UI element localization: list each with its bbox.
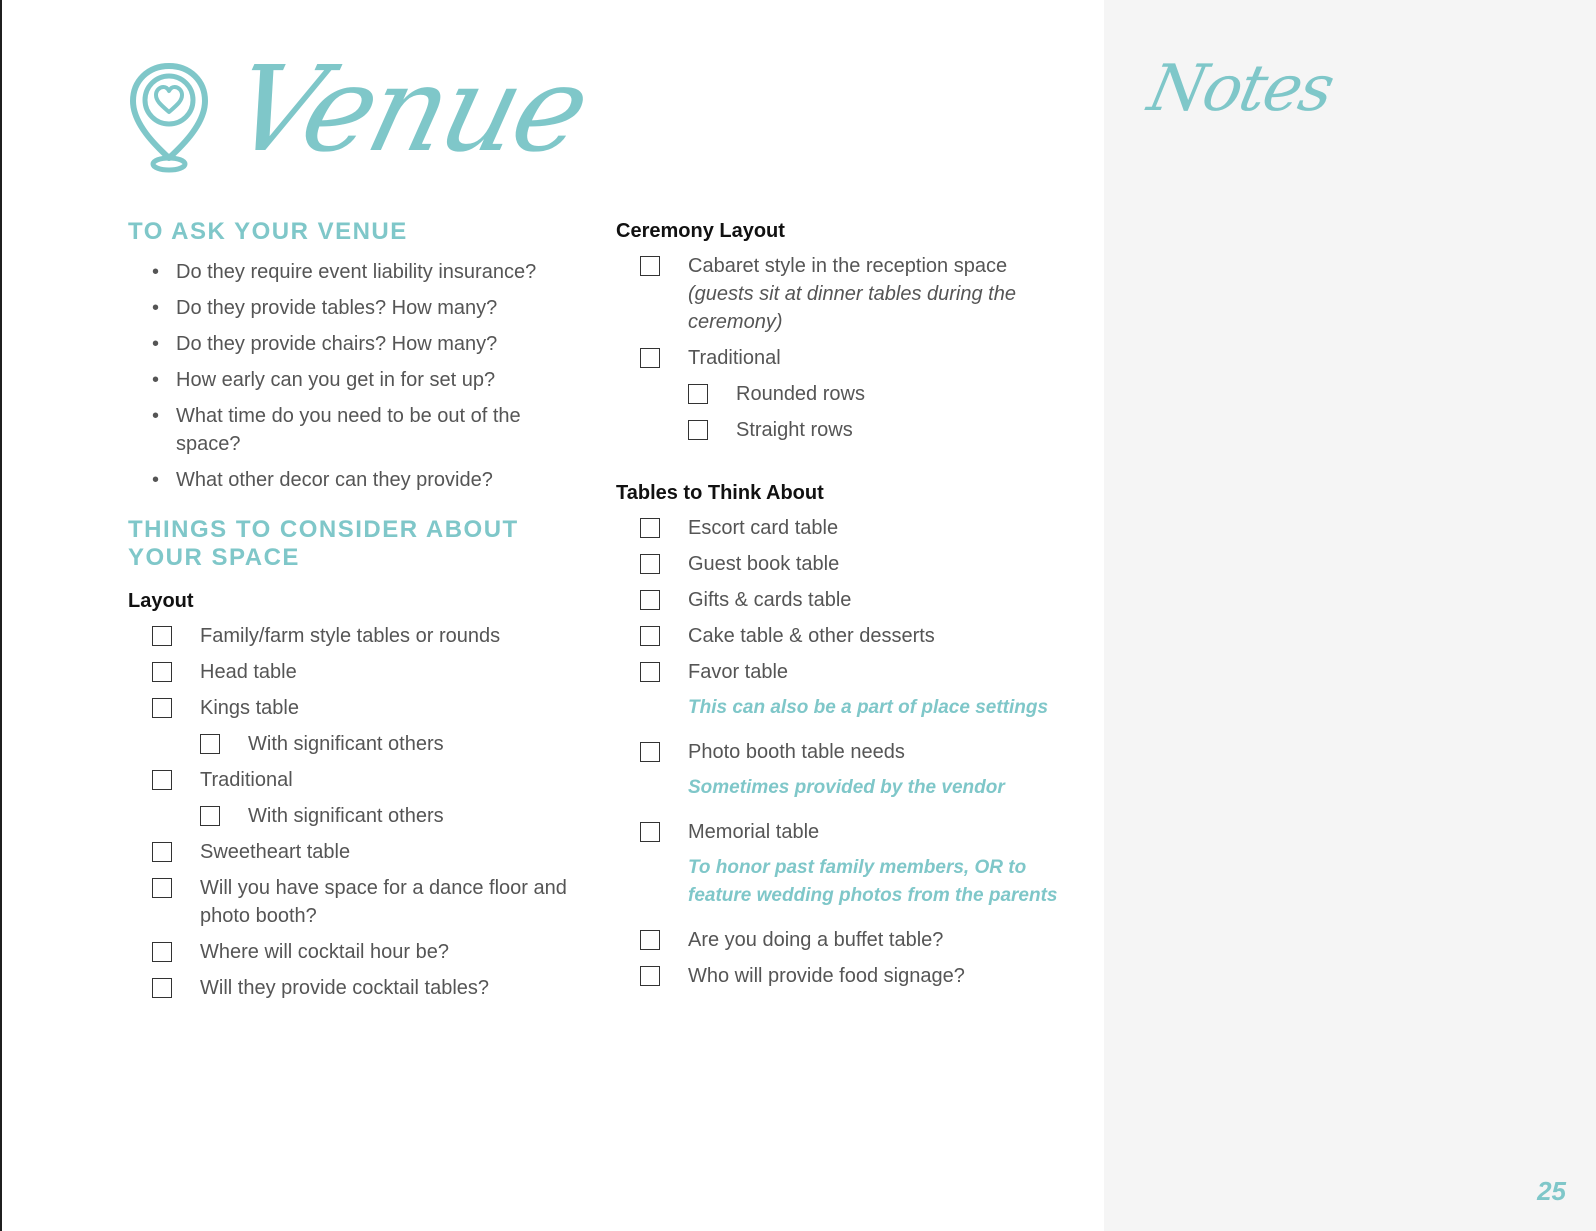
notes-panel bbox=[1104, 0, 1596, 1231]
checkbox[interactable] bbox=[640, 662, 660, 682]
checklist-item: Escort card table bbox=[616, 514, 1066, 542]
table-note: Sometimes provided by the vendor bbox=[688, 777, 1005, 798]
checkbox[interactable] bbox=[640, 554, 660, 574]
checklist-item: Are you doing a buffet table? bbox=[616, 926, 1066, 954]
checklist-item: Gifts & cards table bbox=[616, 586, 1066, 614]
checklist-item: Kings table bbox=[128, 694, 568, 722]
table-note: To honor past family members, OR to feature wedding photos from the parents bbox=[688, 857, 1058, 906]
left-column bbox=[128, 218, 568, 1010]
checklist-item: Traditional bbox=[128, 766, 568, 794]
checklist-item: Cake table & other desserts bbox=[616, 622, 1066, 650]
checklist-item: Where will cocktail hour be? bbox=[128, 938, 568, 966]
checkbox[interactable] bbox=[640, 822, 660, 842]
checklist-item: Head table bbox=[128, 658, 568, 686]
checkbox[interactable] bbox=[200, 734, 220, 754]
checkbox[interactable] bbox=[640, 256, 660, 276]
page-edge-line bbox=[0, 0, 2, 1231]
bullet-icon: • bbox=[152, 333, 160, 355]
bullet-icon: • bbox=[152, 297, 160, 319]
ceremony-checklist bbox=[616, 252, 1066, 444]
checkbox[interactable] bbox=[688, 384, 708, 404]
layout-heading: Layout bbox=[128, 590, 194, 612]
tables-heading: Tables to Think About bbox=[616, 482, 824, 504]
bullet-icon: • bbox=[152, 369, 160, 391]
checkbox[interactable] bbox=[640, 590, 660, 610]
checklist-item: Memorial table bbox=[616, 818, 1066, 846]
bullet-icon: • bbox=[152, 469, 160, 491]
checkbox[interactable] bbox=[200, 806, 220, 826]
checklist-item: Favor table bbox=[616, 658, 1066, 686]
checkbox[interactable] bbox=[688, 420, 708, 440]
checklist-item: Cabaret style in the reception space (guests sit at dinner tables during the ceremony) bbox=[616, 252, 1066, 336]
checkbox[interactable] bbox=[152, 842, 172, 862]
question-item: • What time do you need to be out of the space? bbox=[128, 402, 568, 458]
bullet-icon: • bbox=[152, 405, 160, 427]
venue-questions-list bbox=[128, 258, 568, 494]
ask-section-title: TO ASK YOUR VENUE bbox=[128, 218, 408, 245]
checkbox[interactable] bbox=[640, 518, 660, 538]
checkbox[interactable] bbox=[640, 348, 660, 368]
checkbox[interactable] bbox=[152, 770, 172, 790]
checkbox[interactable] bbox=[152, 662, 172, 682]
checklist-item: Photo booth table needs bbox=[616, 738, 1066, 766]
checklist-item: Who will provide food signage? bbox=[616, 962, 1066, 990]
table-note: This can also be a part of place settings bbox=[688, 697, 1049, 718]
checklist-item: Will they provide cocktail tables? bbox=[128, 974, 568, 1002]
checklist-subitem: With significant others bbox=[128, 730, 568, 758]
table-note-item bbox=[616, 854, 1066, 918]
bullet-icon: • bbox=[152, 261, 160, 283]
checkbox[interactable] bbox=[152, 626, 172, 646]
tables-checklist bbox=[616, 514, 1066, 990]
checklist-item: Will you have space for a dance floor and photo booth? bbox=[128, 874, 568, 930]
layout-checklist bbox=[128, 622, 568, 1002]
question-item: • Do they provide tables? How many? bbox=[128, 294, 568, 322]
question-item: • What other decor can they provide? bbox=[128, 466, 568, 494]
notes-title: Notes bbox=[1142, 52, 1339, 126]
page-number: 25 bbox=[1537, 1176, 1566, 1206]
question-item: • Do they require event liability insurance? bbox=[128, 258, 568, 286]
ceremony-layout-heading: Ceremony Layout bbox=[616, 220, 785, 242]
checkbox[interactable] bbox=[152, 942, 172, 962]
question-item: • How early can you get in for set up? bbox=[128, 366, 568, 394]
checkbox[interactable] bbox=[152, 698, 172, 718]
checkbox[interactable] bbox=[640, 626, 660, 646]
table-note-item bbox=[616, 694, 1066, 730]
middle-column bbox=[616, 218, 1066, 998]
checklist-subitem: With significant others bbox=[128, 802, 568, 830]
checkbox[interactable] bbox=[640, 930, 660, 950]
table-note-item bbox=[616, 774, 1066, 810]
checklist-item: Traditional bbox=[616, 344, 1066, 372]
checklist-subitem: Rounded rows bbox=[616, 380, 1066, 408]
checkbox[interactable] bbox=[152, 878, 172, 898]
question-item: • Do they provide chairs? How many? bbox=[128, 330, 568, 358]
checkbox[interactable] bbox=[640, 742, 660, 762]
page-title: Venue bbox=[218, 40, 600, 178]
checklist-item: Guest book table bbox=[616, 550, 1066, 578]
checkbox[interactable] bbox=[152, 978, 172, 998]
consider-section-title: THINGS TO CONSIDER ABOUT YOUR SPACE bbox=[128, 516, 519, 571]
checklist-item: Sweetheart table bbox=[128, 838, 568, 866]
checklist-item: Family/farm style tables or rounds bbox=[128, 622, 568, 650]
checklist-subitem: Straight rows bbox=[616, 416, 1066, 444]
checkbox[interactable] bbox=[640, 966, 660, 986]
location-pin-heart-icon bbox=[128, 60, 210, 178]
